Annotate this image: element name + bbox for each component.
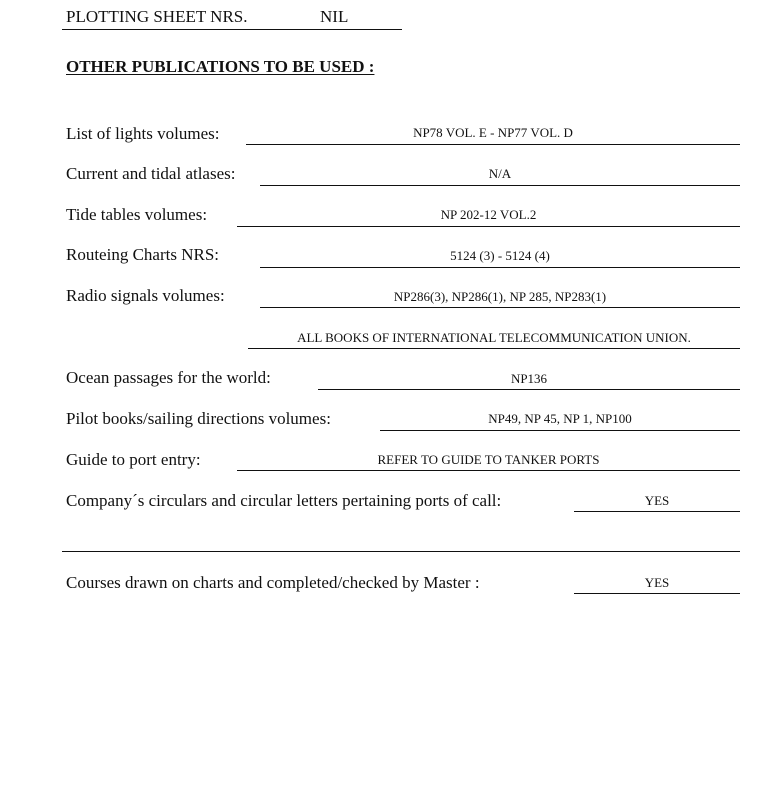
plotting-sheet-value: NIL	[320, 7, 349, 26]
plotting-sheet-underline	[62, 29, 402, 30]
circulars-value: YES	[644, 493, 670, 508]
routeing-line	[260, 267, 740, 268]
itu-value: ALL BOOKS OF INTERNATIONAL TELECOMMUNICATION UNION.	[297, 330, 691, 345]
radio-value: NP286(3), NP286(1), NP 285, NP283(1)	[393, 289, 607, 304]
routeing-value: 5124 (3) - 5124 (4)	[450, 248, 550, 263]
radio-label: Radio signals volumes:	[66, 286, 225, 305]
pilot-value: NP49, NP 45, NP 1, NP100	[488, 411, 632, 426]
lights-line	[246, 144, 740, 145]
plotting-sheet-label: PLOTTING SHEET NRS.	[66, 7, 248, 26]
ocean-label: Ocean passages for the world:	[66, 368, 271, 387]
atlases-label: Current and tidal atlases:	[66, 164, 236, 183]
courses-line	[574, 593, 740, 594]
atlases-value: N/A	[488, 166, 512, 181]
guide-value: REFER TO GUIDE TO TANKER PORTS	[377, 452, 600, 467]
routeing-label: Routeing Charts NRS:	[66, 245, 220, 264]
pilot-label: Pilot books/sailing directions volumes:	[66, 409, 331, 428]
circulars-label: Company´s circulars and circular letters pertaining ports of call:	[66, 491, 502, 510]
tides-line	[237, 226, 740, 227]
courses-value: YES	[644, 575, 670, 590]
ocean-line	[318, 389, 740, 390]
courses-label: Courses drawn on charts and completed/checked by Master :	[66, 573, 480, 592]
ocean-value: NP136	[510, 371, 548, 386]
atlases-line	[260, 185, 740, 186]
section-heading: OTHER PUBLICATIONS TO BE USED :	[66, 57, 375, 76]
circulars-line	[574, 511, 740, 512]
guide-line	[237, 470, 740, 471]
section-separator	[62, 551, 740, 552]
tides-value: NP 202-12 VOL.2	[440, 207, 537, 222]
tides-label: Tide tables volumes:	[66, 205, 208, 224]
radio-line	[260, 307, 740, 308]
itu-line	[248, 348, 740, 349]
guide-label: Guide to port entry:	[66, 450, 201, 469]
lights-label: List of lights volumes:	[66, 124, 220, 143]
pilot-line	[380, 430, 740, 431]
lights-value: NP78 VOL. E - NP77 VOL. D	[413, 125, 573, 140]
